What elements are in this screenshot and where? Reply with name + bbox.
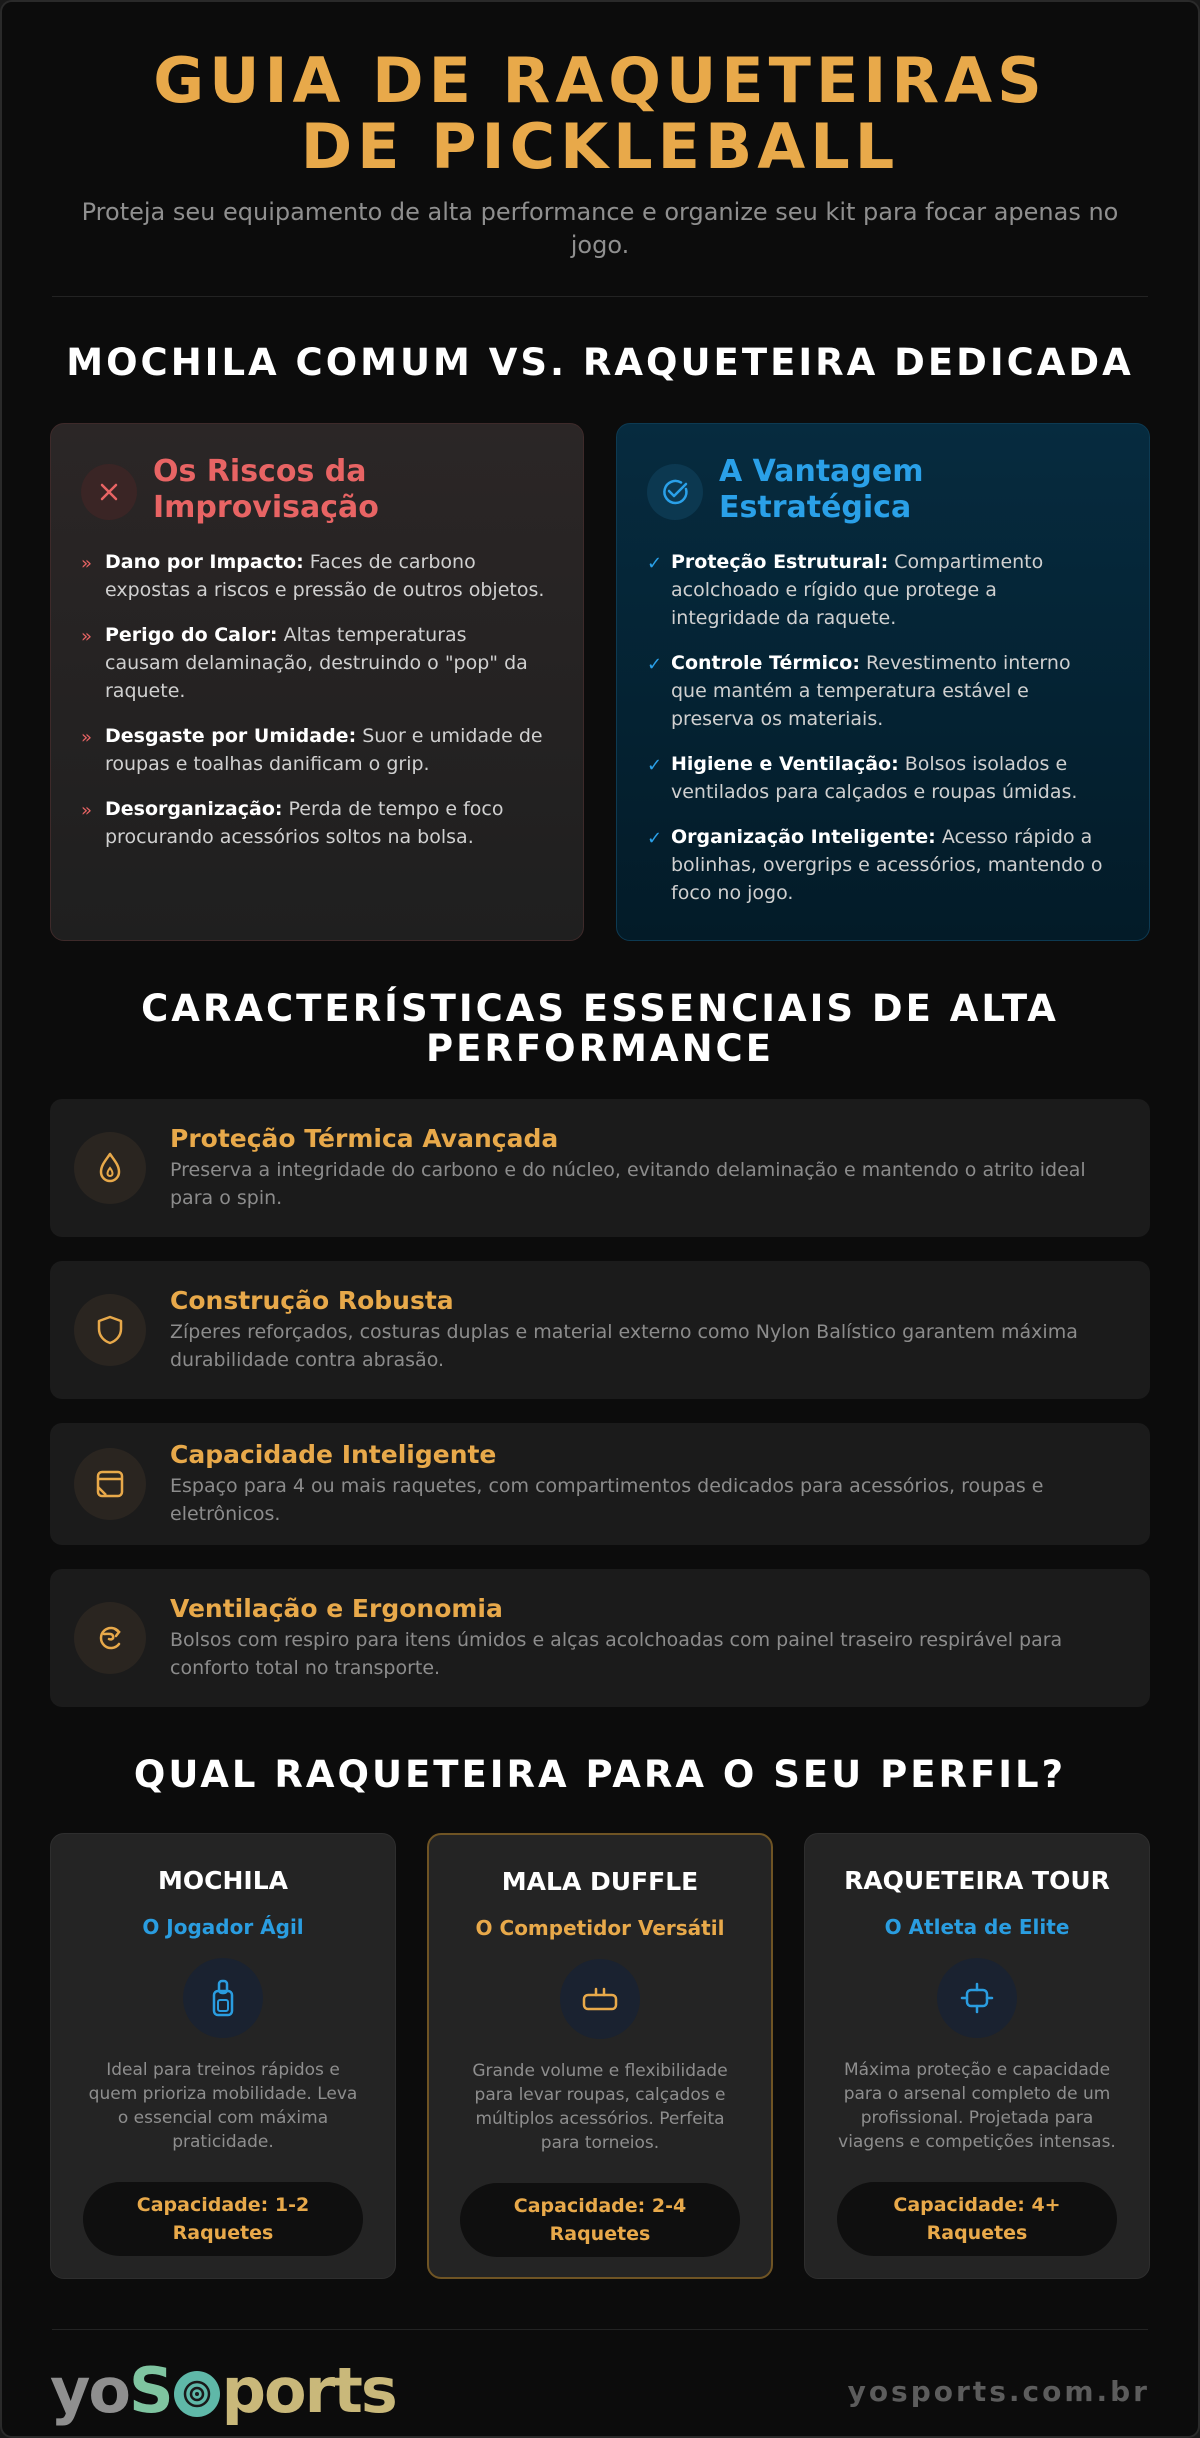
profile-tag: O Jogador Ágil: [142, 1915, 304, 1939]
footer-url[interactable]: yosports.com.br: [847, 2374, 1150, 2408]
feature-desc: Zíperes reforçados, costuras duplas e material externo como Nylon Balístico garantem máxima durabilidade contra abrasão.: [170, 1321, 1078, 1371]
x-icon: [81, 464, 137, 520]
footer: [2, 2356, 1198, 2426]
item-label: Desorganização:: [105, 798, 283, 820]
chevron-right-icon: »: [81, 727, 93, 748]
feature-card: [50, 1423, 1150, 1545]
feature-name: Ventilação e Ergonomia: [170, 1594, 503, 1623]
advantages-list: [647, 548, 1119, 907]
yosports-logo: [50, 2356, 396, 2426]
header: [2, 2, 1198, 262]
airflow-icon: [74, 1602, 146, 1674]
list-item: [647, 750, 1119, 806]
header-divider: [52, 296, 1148, 297]
risks-header: [81, 454, 553, 526]
item-label: Organização Inteligente:: [671, 826, 936, 848]
profile-desc: Máxima proteção e capacidade para o arsenal completo de um profissional. Projetada para viagens e competições intensas.: [838, 2060, 1116, 2152]
comparison-title: MOCHILA COMUM VS. RAQUETEIRA DEDICADA: [66, 341, 1134, 384]
check-icon: ✓: [647, 553, 663, 574]
chevron-right-icon: »: [81, 626, 93, 647]
item-label: Perigo do Calor:: [105, 624, 278, 646]
profile-card-duffle: [427, 1833, 773, 2279]
feature-name: Construção Robusta: [170, 1286, 454, 1315]
item-label: Proteção Estrutural:: [671, 551, 889, 573]
features-title: CARACTERÍSTICAS ESSENCIAIS DE ALTA PERFORMANCE: [141, 987, 1059, 1070]
item-label: Dano por Impacto:: [105, 551, 304, 573]
feature-desc: Espaço para 4 ou mais raquetes, com compartimentos dedicados para acessórios, roupas e eletrônicos.: [170, 1475, 1044, 1525]
item-label: Higiene e Ventilação:: [671, 753, 899, 775]
risks-list: [81, 548, 553, 851]
advantages-heading: A Vantagem Estratégica: [719, 454, 924, 525]
item-text: Bolsos isolados e ventilados para calçados e roupas úmidas.: [671, 753, 1078, 803]
list-item: [81, 548, 553, 604]
feature-desc: Preserva a integridade do carbono e do núcleo, evitando delaminação e mantendo o atrito ideal para o spin.: [170, 1159, 1086, 1209]
pickleball-icon: [174, 2371, 220, 2417]
storage-box-icon: [74, 1448, 146, 1520]
item-text: Perda de tempo e foco procurando acessórios soltos na bolsa.: [105, 798, 504, 848]
profiles-title: QUAL RAQUETEIRA PARA O SEU PERFIL?: [133, 1753, 1067, 1796]
item-text: Compartimento acolchoado e rígido que protege a integridade da raquete.: [671, 551, 1044, 629]
risks-heading: Os Riscos da Improvisação: [153, 454, 379, 525]
capacity-badge: Capacidade: 4+ Raquetes: [837, 2182, 1117, 2256]
profile-name: MALA DUFFLE: [501, 1867, 699, 1896]
feature-desc: Bolsos com respiro para itens úmidos e alças acolchoadas com painel traseiro respirável para conforto total no transporte.: [170, 1629, 1063, 1679]
feature-card: [50, 1099, 1150, 1237]
profile-tag: O Competidor Versátil: [475, 1916, 725, 1940]
list-item: [647, 548, 1119, 632]
list-item: [81, 795, 553, 851]
risks-card: [50, 423, 584, 941]
advantages-header: [647, 454, 1119, 526]
page-subtitle: Proteja seu equipamento de alta performance e organize seu kit para focar apenas no jogo.: [81, 198, 1119, 259]
tour-bag-icon: [937, 1958, 1017, 2038]
list-item: [647, 823, 1119, 907]
profile-desc: Ideal para treinos rápidos e quem prioriza mobilidade. Leva o essencial com máxima praticidade.: [88, 2060, 358, 2152]
comparison-row: [2, 423, 1198, 941]
chevron-right-icon: »: [81, 800, 93, 821]
list-item: [647, 649, 1119, 733]
thermal-drop-icon: [74, 1132, 146, 1204]
logo-text-ports: ports: [221, 2354, 396, 2427]
list-item: [81, 621, 553, 705]
advantages-card: [616, 423, 1150, 941]
item-label: Controle Térmico:: [671, 652, 860, 674]
profile-card-tour: [804, 1833, 1150, 2279]
check-icon: ✓: [647, 654, 663, 675]
footer-divider: [52, 2329, 1148, 2330]
item-text: Faces de carbono expostas a riscos e pressão de outros objetos.: [105, 551, 545, 601]
shield-icon: [74, 1294, 146, 1366]
check-icon: ✓: [647, 755, 663, 776]
profile-desc: Grande volume e flexibilidade para levar roupas, calçados e múltiplos acessórios. Perfeita para torneios.: [472, 2061, 728, 2153]
capacity-badge: Capacidade: 1-2 Raquetes: [83, 2182, 363, 2256]
page-title: GUIA DE RAQUETEIRAS DE PICKLEBALL: [153, 44, 1047, 183]
chevron-right-icon: »: [81, 553, 93, 574]
feature-name: Proteção Térmica Avançada: [170, 1124, 559, 1153]
profile-tag: O Atleta de Elite: [884, 1915, 1070, 1939]
features-list: [2, 1099, 1198, 1707]
item-text: Altas temperaturas causam delaminação, destruindo o "pop" da raquete.: [105, 624, 528, 702]
logo-text-s: S: [129, 2354, 172, 2427]
logo-text-yo: yo: [50, 2354, 130, 2427]
feature-card: [50, 1569, 1150, 1707]
duffle-bag-icon: [560, 1959, 640, 2039]
item-text: Revestimento interno que mantém a temperatura estável e preserva os materiais.: [671, 652, 1071, 730]
profile-name: RAQUETEIRA TOUR: [844, 1866, 1110, 1895]
list-item: [81, 722, 553, 778]
item-text: Acesso rápido a bolinhas, overgrips e acessórios, mantendo o foco no jogo.: [671, 826, 1103, 904]
backpack-icon: [183, 1958, 263, 2038]
check-icon: ✓: [647, 828, 663, 849]
capacity-badge: Capacidade: 2-4 Raquetes: [460, 2183, 740, 2257]
check-circle-icon: [647, 464, 703, 520]
profile-name: MOCHILA: [158, 1866, 288, 1895]
item-label: Desgaste por Umidade:: [105, 725, 357, 747]
feature-name: Capacidade Inteligente: [170, 1440, 497, 1469]
feature-card: [50, 1261, 1150, 1399]
item-text: Suor e umidade de roupas e toalhas danificam o grip.: [105, 725, 543, 775]
profiles-row: [2, 1833, 1198, 2279]
profile-card-mochila: [50, 1833, 396, 2279]
